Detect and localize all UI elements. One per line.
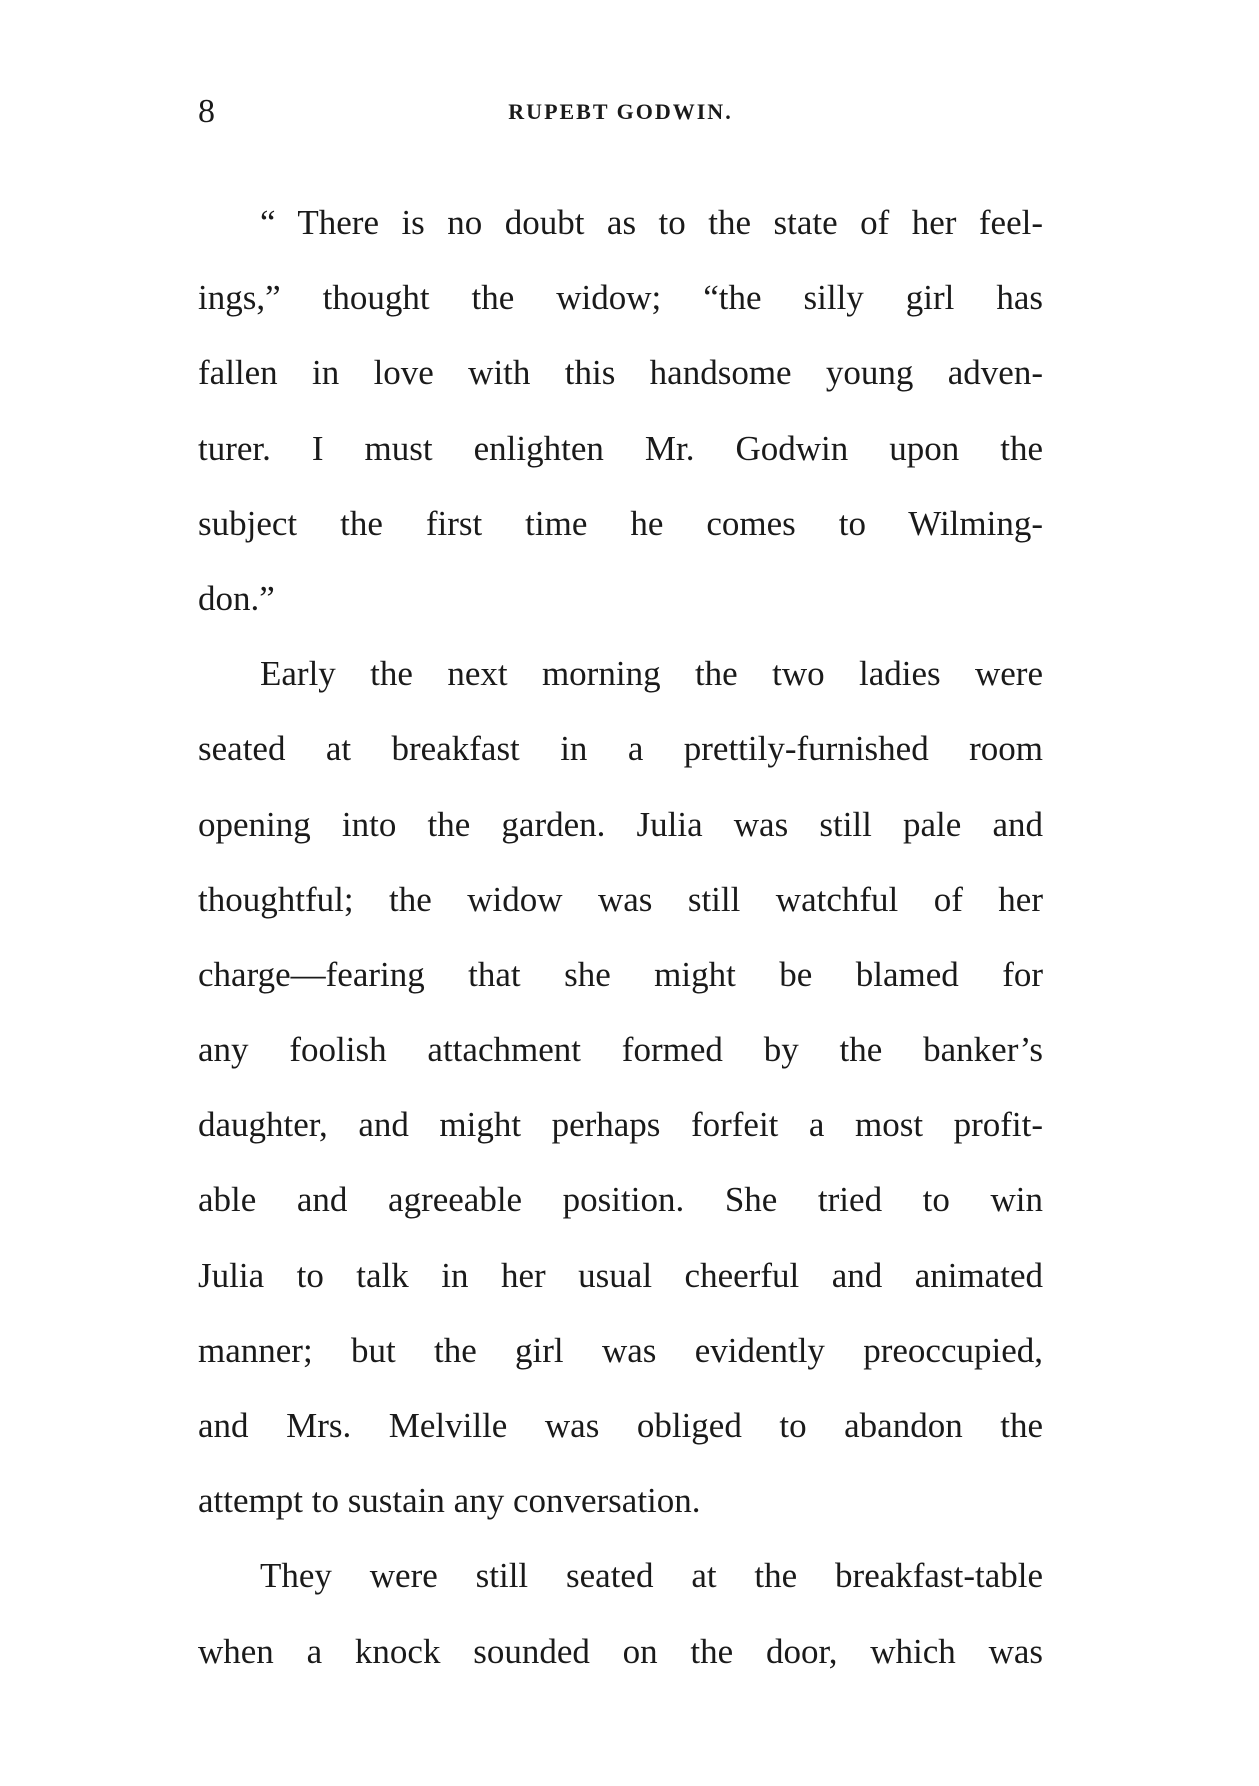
text-line: thoughtful; the widow was still watchful of her xyxy=(198,879,1043,919)
text-line: Early the next morning the two ladies were xyxy=(260,654,1043,694)
text-line: able and agreeable position. She tried to win xyxy=(198,1180,1043,1220)
text-line: seated at breakfast in a prettily-furnished room xyxy=(198,729,1043,769)
running-title: RUPEBT GODWIN. xyxy=(508,99,733,124)
text-line: don.” xyxy=(198,578,275,618)
text-line: any foolish attachment formed by the banker’s xyxy=(198,1030,1043,1070)
text-line: “ There is no doubt as to the state of her feel- xyxy=(260,203,1043,242)
text-line: Julia to talk in her usual cheerful and animated xyxy=(198,1255,1043,1295)
text-line: fallen in love with this handsome young adven- xyxy=(198,353,1043,393)
body-text xyxy=(198,185,1043,1689)
text-line: subject the first time he comes to Wilming- xyxy=(198,503,1043,543)
text-line: when a knock sounded on the door, which was xyxy=(198,1631,1043,1671)
text-line: They were still seated at the breakfast-table xyxy=(260,1556,1043,1596)
running-head xyxy=(198,92,1043,132)
text-line: attempt to sustain any conversation. xyxy=(198,1481,701,1521)
text-line: and Mrs. Melville was obliged to abandon the xyxy=(198,1406,1043,1445)
text-line: turer. I must enlighten Mr. Godwin upon the xyxy=(198,428,1043,468)
text-line: daughter, and might perhaps forfeit a most profit- xyxy=(198,1105,1043,1145)
text-line: charge—fearing that she might be blamed for xyxy=(198,954,1043,994)
text-line: opening into the garden. Julia was still pale and xyxy=(198,804,1043,844)
page-number: 8 xyxy=(198,93,215,130)
text-line: manner; but the girl was evidently preoccupied, xyxy=(198,1330,1043,1370)
text-line: ings,” thought the widow; “the silly girl has xyxy=(198,278,1043,318)
